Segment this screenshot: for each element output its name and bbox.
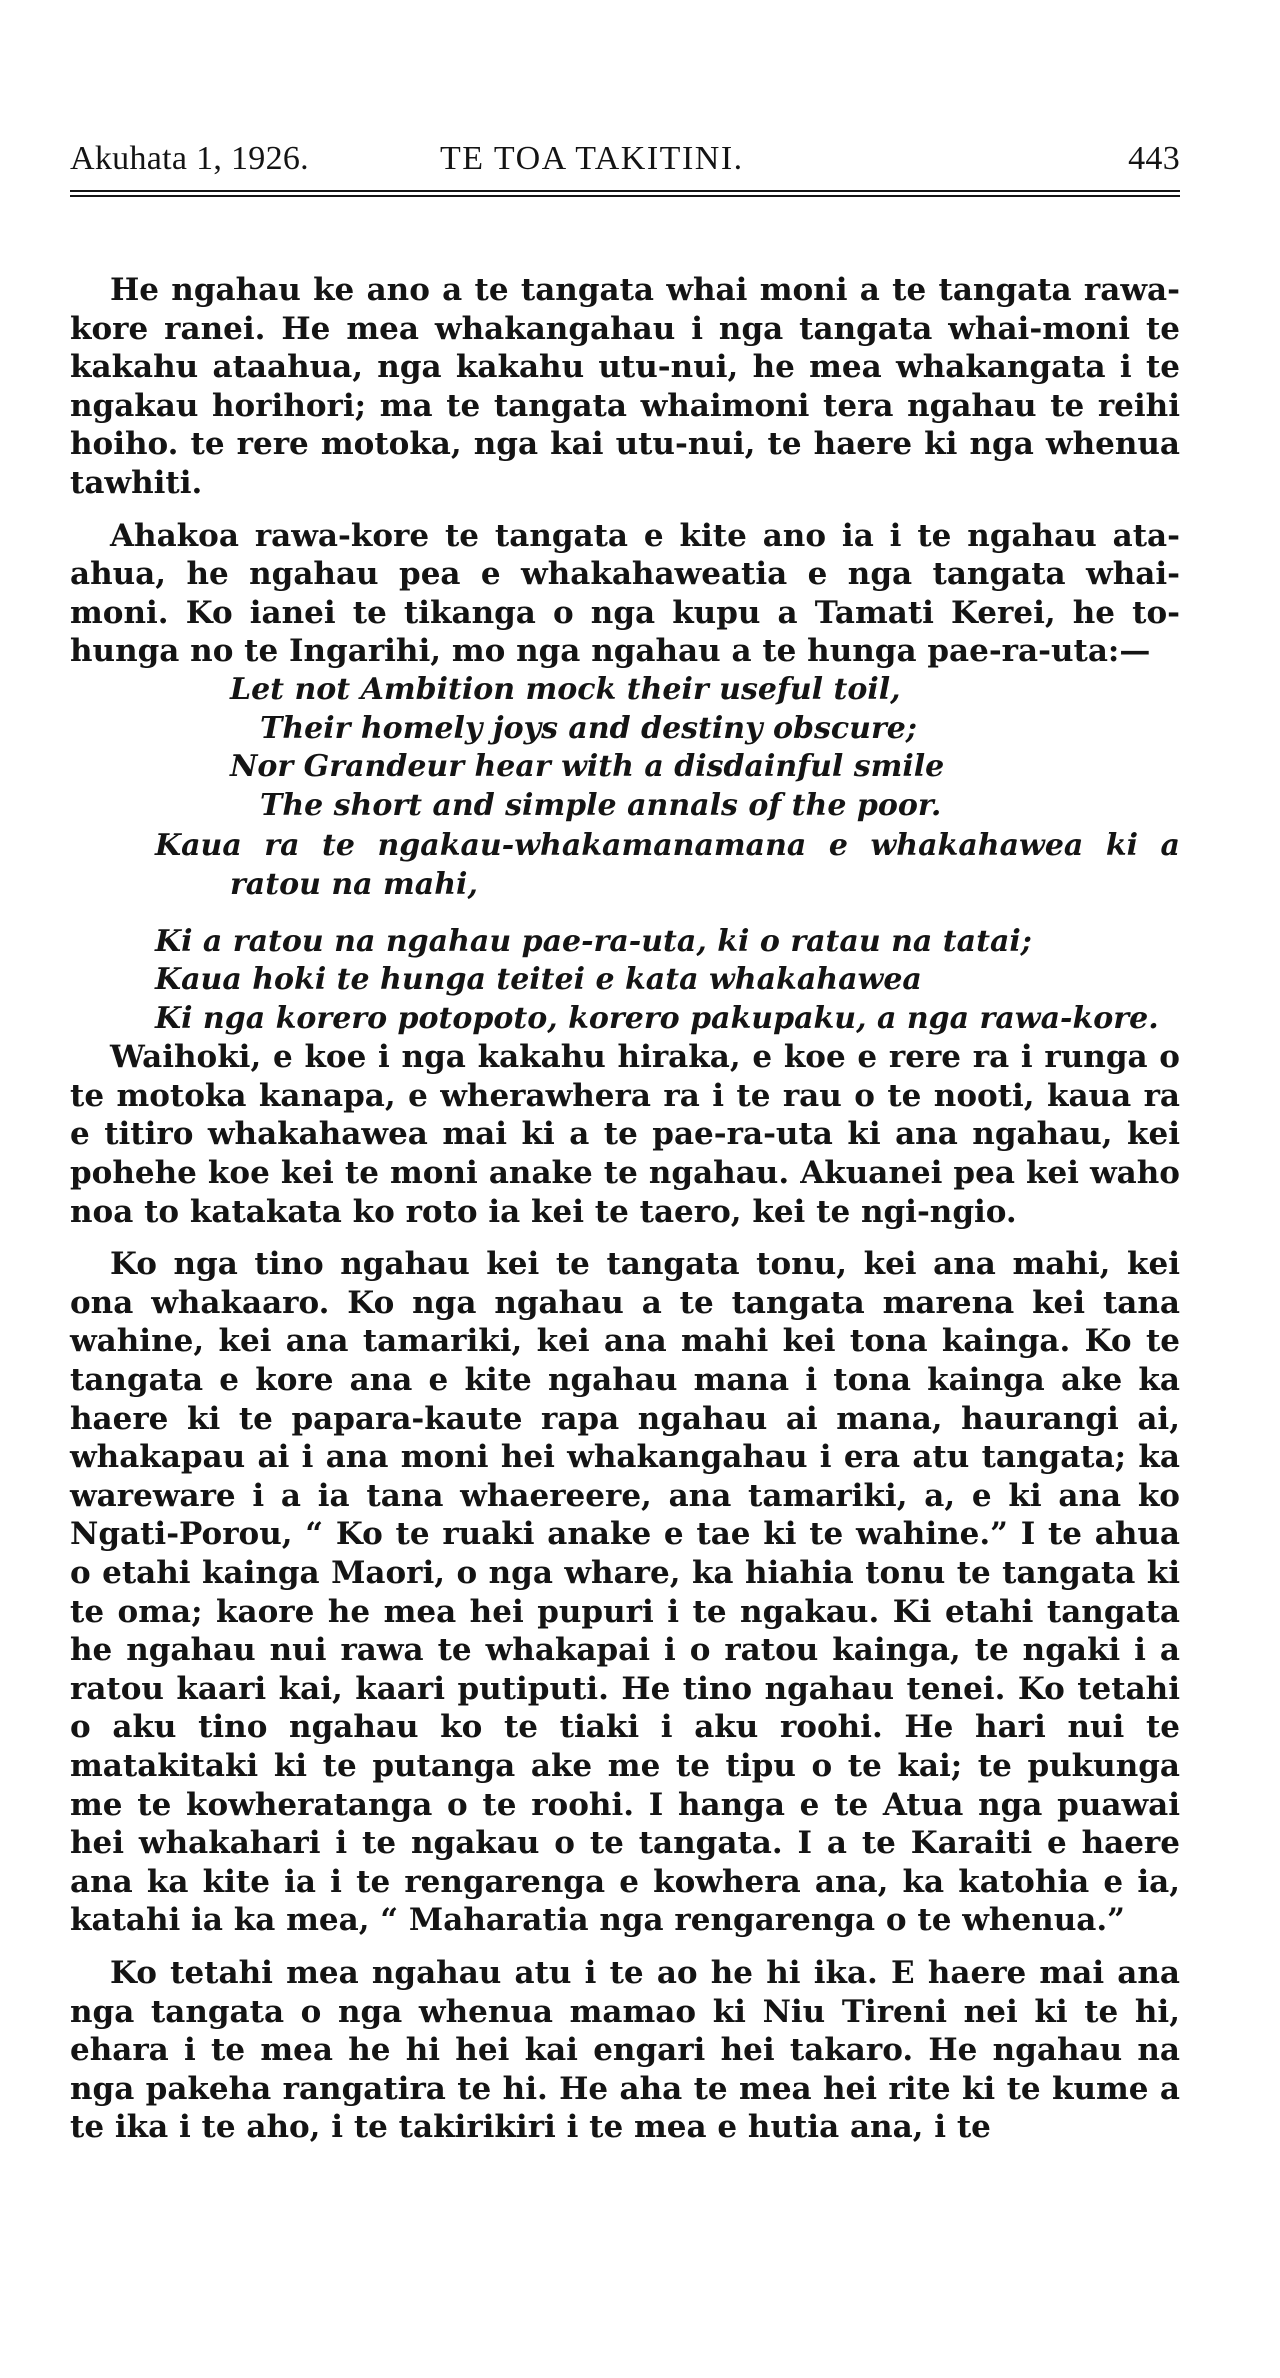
paragraph-5: Ko tetahi mea ngahau atu i te ao he hi ika. E haere mai ana nga tangata o nga whenua mamao ki Niu Tireni nei ki te hi, ehara i te mea he hi hei kai engari hei takaro. He ngahau na nga pakeha rangatira te hi. He aha te mea hei rite ki te kume a te ika i te aho, i te takirikiri i te mea e hutia ana, i te: [70, 1954, 1180, 2146]
page-number: 443: [1128, 140, 1180, 177]
poem-english-line: Nor Grandeur hear with a disdainful smile: [230, 749, 945, 785]
poem-maori-line: Kaua ra te ngakau-whakamanamana e whakahawea ki a: [155, 828, 1180, 864]
poem-english-line: Let not Ambition mock their useful toil,: [230, 671, 901, 707]
paragraph-4: Ko nga tino ngahau kei te tangata tonu, kei ana mahi, kei ona whakaaro. Ko nga ngahau a te tangata marena kei tana wahine, kei ana tamariki, kei ana mahi kei tona kainga. Ko te tangata e kore ana e kite ngahau mana i tona kainga ake ka haere ki te papara-kaute rapa ngahau ai mana, haurangi ai, whakapau ai i ana moni hei whakangahau i era atu tangata; ka wareware i a ia tana whaereere, ana tamariki, a, e ki ana ko Ngati-Porou, “ Ko te ruaki anake e tae ki te wahine.” I te ahua o etahi kainga Maori, o nga whare, ka hiahia tonu te tangata ki te oma; kaore he mea hei pupuri i te ngakau. Ki etahi tangata he ngahau nui rawa te whakapai i o ratou kainga, te ngaki i a ratou kaari kai, kaari putiputi. He tino ngahau tenei. Ko tetahi o aku tino ngahau ko te tiaki i aku roohi. He hari nui te matakitaki ki te putanga ake me te tipu o te kai; te pukunga me te kowheratanga o te roohi. I hanga e te Atua nga puawai hei whakahari i te ngakau o te tangata. I a te Karaiti e haere ana ka kite ia i te rengarenga e kowhera ana, ka katohia e ia, katahi ia ka mea, “ Maharatia nga rengarenga o te whenua.”: [70, 1246, 1180, 1939]
issue-date: Akuhata 1, 1926.: [70, 140, 309, 177]
document-page: [70, 140, 1180, 2147]
paragraph-1: He ngahau ke ano a te tangata whai moni a te tangata rawa-kore ranei. He mea whakangahau i nga tangata whai-moni te kakahu ataahua, nga kakahu utu-nui, he mea whakangata i te ngakau horihori; ma te tangata whaimoni tera ngahau te reihi hoiho. te rere motoka, nga kai utu-nui, te haere ki nga whenua tawhiti.: [70, 272, 1180, 501]
header-rule: [70, 190, 1180, 197]
poem-english: [70, 671, 1180, 825]
poem-maori-line: ratou na mahi,: [230, 866, 478, 902]
journal-title: TE TOA TAKITINI.: [440, 140, 744, 177]
poem-maori: [70, 827, 1180, 1038]
paragraph-3: Waihoki, e koe i nga kakahu hiraka, e koe e rere ra i runga o te motoka kanapa, e wherawhera ra i te rau o te nooti, kaua ra e titiro whakahawea mai ki a te pae-ra-uta ki ana ngahau, kei pohehe koe kei te moni anake te ngahau. Akuanei pea kei waho noa to katakata ko roto ia kei te taero, kei te ngi-ngio.: [70, 1039, 1180, 1230]
poem-maori-line: Kaua hoki te hunga teitei e kata whakahawea: [155, 962, 922, 998]
poem-english-line: The short and simple annals of the poor.: [260, 787, 942, 823]
poem-english-line: Their homely joys and destiny obscure;: [260, 710, 917, 746]
poem-maori-line: Ki nga korero potopoto, korero pakupaku, a nga rawa-kore.: [155, 1000, 1159, 1036]
poem-maori-line: Ki a ratou na ngahau pae-ra-uta, ki o ratau na tatai;: [155, 923, 1032, 959]
paragraph-2: Ahakoa rawa-kore te tangata e kite ano ia i te ngahau ata-ahua, he ngahau pea e whakahaweatia e nga tangata whai-moni. Ko ianei te tikanga o nga kupu a Tamati Kerei, he to-hunga no te Ingarihi, mo nga ngahau a te hunga pae-ra-uta:—: [70, 517, 1180, 670]
running-header: [70, 140, 1180, 190]
